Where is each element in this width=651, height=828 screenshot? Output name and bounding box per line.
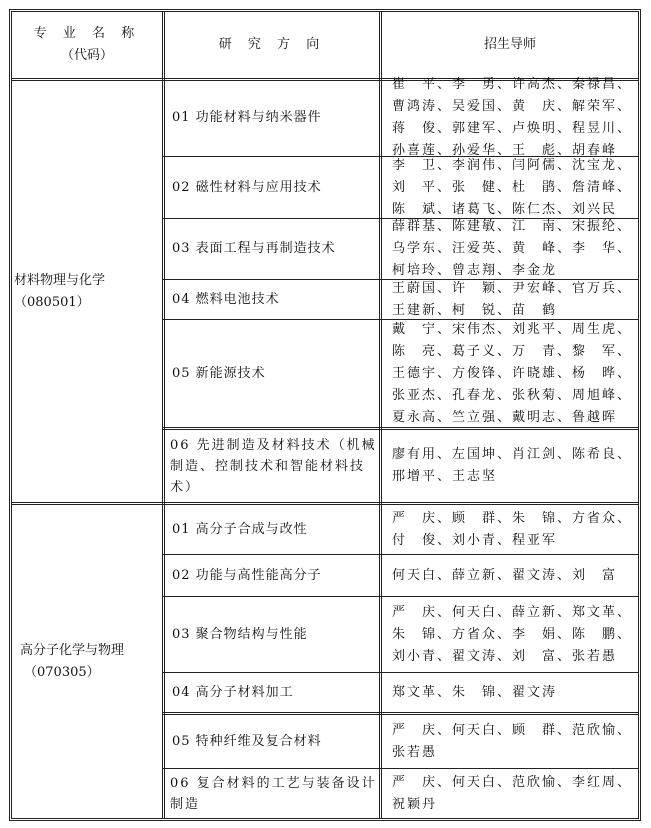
direction-item: 02 功能与高性能高分子 [172, 567, 322, 583]
direction-item: 02 磁性材料与应用技术 [172, 179, 322, 195]
tutor-list: 严 庆、何天白、薛立新、郑文革、朱 锦、方省众、李 娟、陈 鹏、刘小青、翟文涛、刘 富、张若愚 [392, 604, 633, 664]
major-code: （070305） [24, 664, 100, 680]
tutor-list: 何天白、薛立新、翟文涛、刘 富 [392, 567, 618, 583]
tutor-list: 严 庆、何天白、顾 群、范欣愉、张若愚 [392, 722, 633, 760]
direction-item: 04 燃料电池技术 [172, 291, 280, 307]
major-code: （080501） [14, 294, 90, 310]
major-name: 材料物理与化学 [14, 272, 106, 288]
tutor-list: 郑文革、朱 锦、翟文涛 [392, 684, 558, 700]
direction-item: 04 高分子材料加工 [172, 684, 294, 700]
tutor-list: 李 卫、李润伟、闫阿儒、沈宝龙、刘 平、张 健、杜 鹃、詹清峰、陈 斌、诸葛飞、陈仁杰、刘兴民 [392, 157, 633, 217]
direction-item: 06 先进制造及材料技术（机械制造、控制技术和智能材料技术） [170, 437, 377, 495]
direction-item: 05 新能源技术 [172, 365, 266, 381]
tutor-list: 薛群基、陈建敏、江 南、宋振纶、乌学东、汪爱英、黄 峰、李 华、柯培玲、曾志翔、李金龙 [392, 219, 633, 278]
major-header [12, 12, 162, 78]
major-header-title: 专 业 名 称 [33, 26, 141, 41]
direction-item: 03 表面工程与再制造技术 [172, 241, 336, 256]
major-name-cell [12, 81, 162, 502]
direction-item: 03 聚合物结构与性能 [172, 626, 308, 642]
tutors-header: 招生导师 [483, 37, 536, 52]
major-header-code: （代码） [60, 48, 113, 63]
tutor-list: 王蔚国、许 颖、尹宏峰、官万兵、王建新、柯 锐、苗 鹤 [392, 280, 633, 318]
major-name: 高分子化学与物理 [20, 642, 125, 658]
direction-item: 01 高分子合成与改性 [172, 521, 308, 537]
direction-header: 研 究 方 向 [218, 37, 326, 52]
direction-item: 05 特种纤维及复合材料 [172, 733, 322, 749]
major-name-cell [12, 505, 162, 818]
tutor-list: 严 庆、顾 群、朱 锦、方省众、付 俊、刘小青、程亚军 [392, 510, 633, 548]
tutor-table [9, 9, 641, 821]
direction-item: 06 复合材料的工艺与装备设计制造 [170, 775, 377, 812]
tutor-list: 廖有用、左国坤、肖江剑、陈希良、邢增平、王志坚 [392, 447, 633, 484]
tutor-list: 戴 宁、宋伟杰、刘兆平、周生虎、陈 亮、葛子义、万 青、黎 军、王德宇、方俊锋、许晓雄、杨 晔、张亚杰、孔春龙、张秋菊、周旭峰、夏永高、竺立强、戴明志、鲁越晖 [392, 321, 633, 425]
direction-item: 01 功能材料与纳米器件 [172, 109, 322, 125]
tutor-list: 严 庆、何天白、范欣愉、李红周、祝颖丹 [392, 774, 633, 812]
tutor-list: 崔 平、李 勇、许高杰、秦禄昌、曹鸿涛、吴爱国、黄 庆、解荣军、蒋 俊、郭建军、卢焕明、程昱川、孙喜莲、孙爱华、王 彪、胡春峰 [392, 76, 633, 158]
